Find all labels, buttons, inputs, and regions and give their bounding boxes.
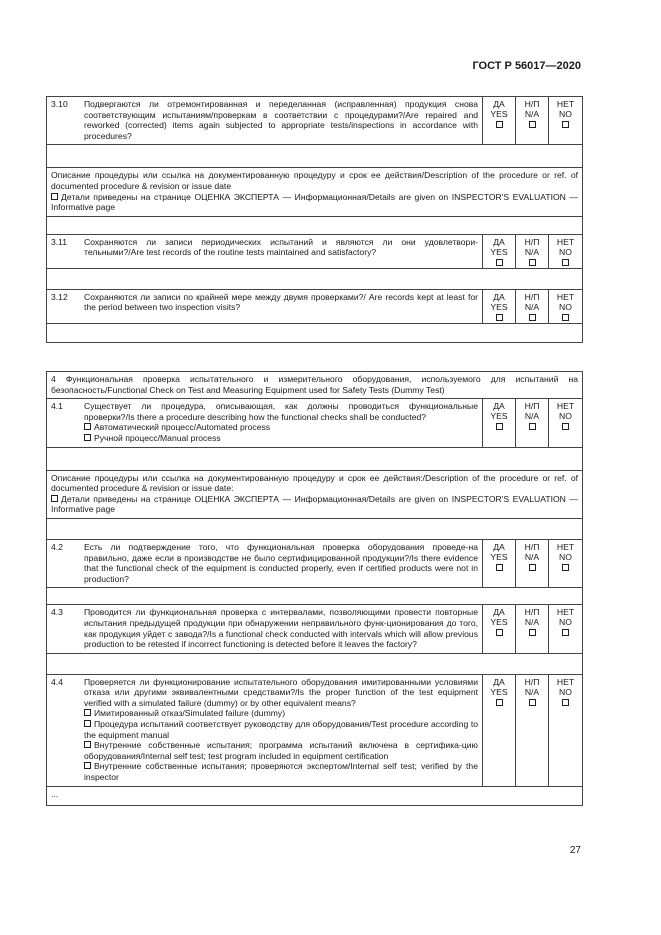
answer-na[interactable]: Н/П N/A — [516, 675, 549, 786]
answer-blank-row[interactable] — [47, 269, 582, 290]
answer-na[interactable]: Н/П N/A — [516, 399, 549, 446]
section-title: 4 Функциональная проверка испытательного и измерительного оборудования, используемого для испытаний на безопасность/Functional Check on Test and Measuring Equipment used for Safety Tests (Dummy Test) — [51, 374, 578, 395]
checkbox-icon[interactable] — [562, 121, 569, 128]
procedure-description: Описание процедуры или ссылка на документированную процедуру и срок ее действия/Description of the procedure or ref. of documented procedure & revision or issue date Детали приведены на странице ОЦЕНКА ЭКСПЕРТА — Информационная/Details are given on INSPECTOR'S EVALUATION — Informative page — [51, 170, 578, 213]
checkbox-icon[interactable] — [496, 564, 503, 571]
question-number: 3.11 — [51, 236, 68, 247]
question-number: 3.12 — [51, 291, 68, 302]
question-row-4-2 — [47, 540, 582, 588]
checkbox-icon[interactable] — [84, 741, 91, 748]
question-text: Сохраняются ли записи периодических испытаний и являются ли они удовлетвори-тельными?/Are test records of the routine tests maintained and satisfactory? — [80, 235, 483, 268]
answer-blank-row[interactable] — [47, 145, 582, 168]
answer-blank-row[interactable] — [47, 519, 582, 540]
checkbox-icon[interactable] — [529, 699, 536, 706]
checkbox-icon[interactable] — [84, 709, 91, 716]
question-row-3-10 — [47, 97, 582, 145]
question-text: Есть ли подтверждение того, что функциональная проверка оборудования проведе-на правильно, даже если в производстве не было сертифицированной продукции?/Is there evidence that the functional check of the equipment is conducted properly, even if certified products were not in production? — [80, 540, 483, 587]
answer-no[interactable]: НЕТ NO — [549, 399, 582, 446]
checkbox-icon[interactable] — [496, 259, 503, 266]
checkbox-icon[interactable] — [529, 259, 536, 266]
answer-na[interactable]: Н/П N/A — [516, 540, 549, 587]
question-number: 4.3 — [51, 607, 63, 618]
description-row — [47, 168, 582, 216]
answer-no[interactable]: НЕТ NO — [549, 540, 582, 587]
answer-na[interactable]: Н/П N/A — [516, 97, 549, 144]
question-number: 3.10 — [51, 99, 68, 109]
question-text: Проверяется ли функционирование испытательного оборудования имитированными условиями отказа или другими эквивалентными средствами?/Is the proper function of the test equipment verified with a simulated failure (dummy) or by other equivalent means? Имитированный отказ/Simulated failure (dummy) Процедура испытаний соответствует руководству для оборудования/Test procedure according to the equipment manual Внутренние собственные испытания; программа испытаний включена в сертифика-цию оборудования/Internal self test; test program included in equipment certification Внутренние собственные испытания; проверяются экспертом/Internal self test; verified by the inspector — [80, 675, 483, 786]
answer-no[interactable]: НЕТ NO — [549, 290, 582, 323]
checkbox-icon[interactable] — [84, 434, 91, 441]
answer-na[interactable]: Н/П N/A — [516, 235, 549, 268]
answer-yes[interactable]: ДА YES — [483, 235, 516, 268]
checkbox-icon[interactable] — [562, 423, 569, 430]
question-number: 4.2 — [51, 541, 63, 552]
answer-blank-row[interactable] — [47, 324, 582, 342]
question-number: 4.4 — [51, 676, 63, 687]
question-row-3-12 — [47, 290, 582, 324]
answer-no[interactable]: НЕТ NO — [549, 605, 582, 652]
continuation-ellipsis: ... — [51, 788, 59, 799]
checkbox-icon[interactable] — [562, 629, 569, 636]
checkbox-icon[interactable] — [84, 423, 91, 430]
answer-blank-row[interactable] — [47, 588, 582, 605]
checkbox-icon[interactable] — [562, 259, 569, 266]
answer-no[interactable]: НЕТ NO — [549, 675, 582, 786]
checkbox-icon[interactable] — [496, 314, 503, 321]
question-row-3-11 — [47, 235, 582, 269]
question-text: Существует ли процедура, описывающая, как должны проводиться функциональные проверки?/Is there a procedure describing how the functional checks shall be conducted? Автоматический процесс/Automated process Ручной процесс/Manual process — [80, 399, 483, 446]
answer-yes[interactable]: ДА YES — [483, 290, 516, 323]
question-text: Подвергаются ли отремонтированная и переделанная (исправленная) продукция снова соответствующим испытаниям/проверкам в соответствии с процедурами?/Are repaired and reworked (corrected) items again subjected to appropriate tests/inspections in accordance with procedures? — [80, 97, 483, 144]
checkbox-icon[interactable] — [529, 121, 536, 128]
answer-yes[interactable]: ДА YES — [483, 675, 516, 786]
continuation-row — [47, 787, 582, 805]
section-heading-row — [47, 372, 582, 399]
checkbox-icon[interactable] — [529, 423, 536, 430]
checkbox-icon[interactable] — [529, 314, 536, 321]
answer-blank-row[interactable] — [47, 448, 582, 471]
question-row-4-4 — [47, 675, 582, 787]
checkbox-icon[interactable] — [51, 193, 58, 200]
document-header: ГОСТ Р 56017—2020 — [472, 60, 581, 72]
answer-na[interactable]: Н/П N/A — [516, 290, 549, 323]
question-text: Проводится ли функциональная проверка с интервалами, позволяющими провести повторные испытания предыдущей продукции при обнаружении неправильного функ-ционирования до того, как продукция уйдет с завода?/Is a functional check conducted with intervals which will allow previous production to be retested if incorrect functioning is detected before it leaves the factory? — [80, 605, 483, 652]
answer-blank-row[interactable] — [47, 217, 582, 235]
question-number: 4.1 — [51, 401, 63, 412]
answer-yes[interactable]: ДА YES — [483, 605, 516, 652]
table-section-3-10 — [46, 96, 583, 343]
checkbox-icon[interactable] — [496, 699, 503, 706]
question-text: Сохраняются ли записи по крайней мере между двумя проверками?/ Are records kept at least for the period between two inspection visits? — [80, 290, 483, 323]
checkbox-icon[interactable] — [562, 699, 569, 706]
answer-no[interactable]: НЕТ NO — [549, 235, 582, 268]
checkbox-icon[interactable] — [496, 629, 503, 636]
answer-no[interactable]: НЕТ NO — [549, 97, 582, 144]
question-row-4-3 — [47, 605, 582, 653]
checkbox-icon[interactable] — [562, 314, 569, 321]
checkbox-icon[interactable] — [562, 564, 569, 571]
checkbox-icon[interactable] — [529, 629, 536, 636]
answer-yes[interactable]: ДА YES — [483, 399, 516, 446]
description-row — [47, 471, 582, 519]
answer-blank-row[interactable] — [47, 654, 582, 675]
procedure-description: Описание процедуры или ссылка на документированную процедуру и срок ее действия:/Description of the procedure or ref. of documented procedure & revision or issue date: Детали приведены на странице ОЦЕНКА ЭКСПЕРТА — Информационная/Details are given on INSPECTOR'S EVALUATION — Informative page — [51, 472, 578, 515]
answer-yes[interactable]: ДА YES — [483, 540, 516, 587]
checkbox-icon[interactable] — [84, 762, 91, 769]
checkbox-icon[interactable] — [496, 121, 503, 128]
checkbox-icon[interactable] — [51, 495, 58, 502]
table-section-4 — [46, 371, 583, 806]
checkbox-icon[interactable] — [496, 423, 503, 430]
checkbox-icon[interactable] — [529, 564, 536, 571]
checkbox-icon[interactable] — [84, 720, 91, 727]
answer-yes[interactable]: ДА YES — [483, 97, 516, 144]
question-row-4-1 — [47, 399, 582, 447]
answer-na[interactable]: Н/П N/A — [516, 605, 549, 652]
page-number: 27 — [569, 845, 581, 856]
